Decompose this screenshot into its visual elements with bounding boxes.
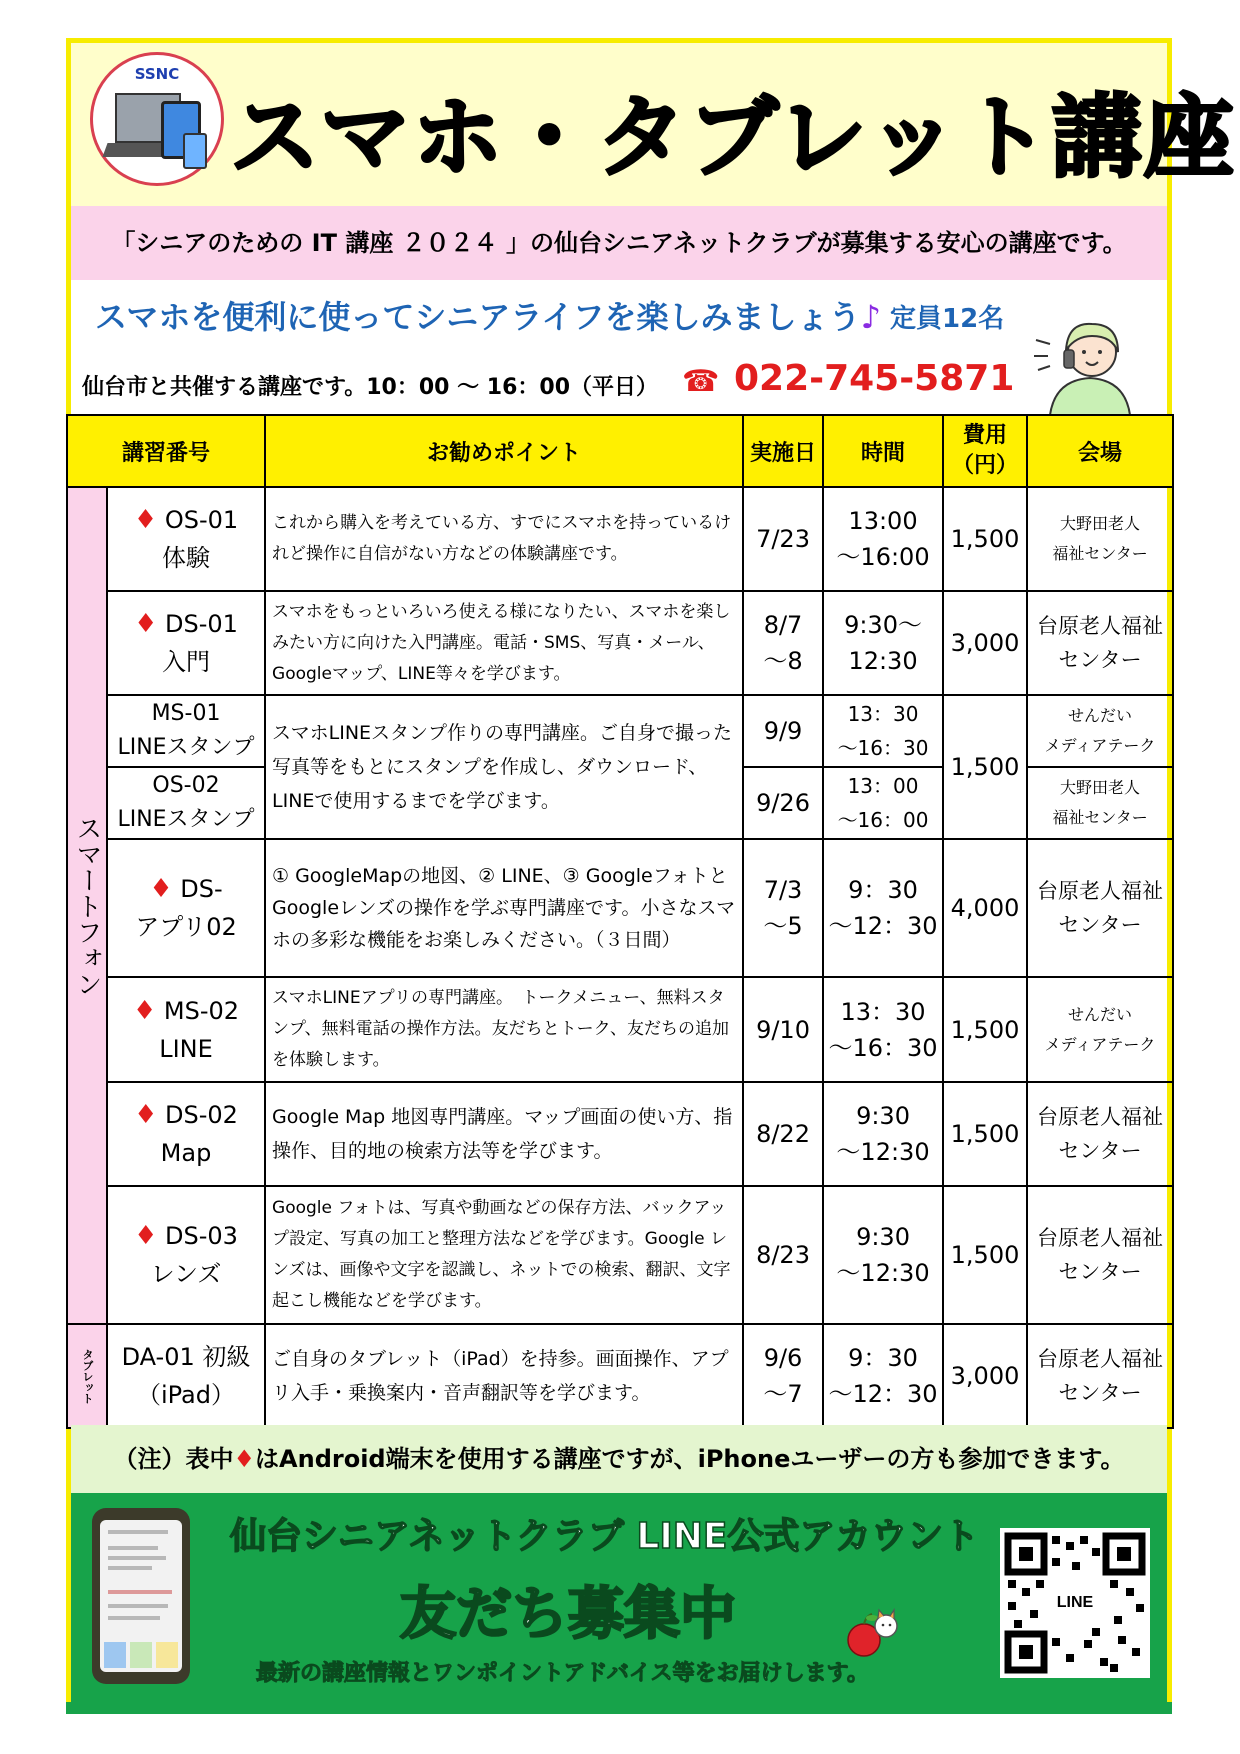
course-venue — [1027, 487, 1173, 591]
time-end: ～12:30 — [836, 1259, 930, 1287]
course-venue — [1027, 1186, 1173, 1324]
android-diamond-icon: ♦ — [233, 1445, 256, 1473]
venue-line-1: 台原老人福祉 — [1037, 879, 1164, 903]
screen-line — [108, 1616, 160, 1620]
course-code — [107, 1324, 265, 1428]
screen-tile — [130, 1642, 152, 1668]
course-description: ① GoogleMapの地図、② LINE、③ Googleフォトと Googleレンズの操作を学ぶ専門講座です。小さなスマホの多彩な機能をお楽しみください。（３日間） — [265, 839, 743, 977]
course-date: 7/23 — [743, 487, 823, 591]
woman-on-phone-illustration — [1030, 310, 1150, 415]
time-start: 9：30 — [848, 876, 918, 904]
course-code-id: DS-03 — [165, 1222, 238, 1250]
footnote-text: はAndroid端末を使用する講座ですが、iPhoneユーザーの方も参加できます。 — [255, 1445, 1125, 1473]
course-code-id: DS-02 — [165, 1101, 238, 1129]
logo-text: SSNC — [134, 65, 180, 83]
line-app-screenshot — [92, 1508, 190, 1684]
time-start: 13：00 — [847, 774, 919, 798]
course-date: 8/23 — [743, 1186, 823, 1324]
course-description: ご自身のタブレット（iPad）を持参。画面操作、アプリ入手・乗換案内・音声翻訳等を学びます。 — [265, 1324, 743, 1428]
time-start: 9:30 — [856, 1102, 910, 1130]
screen-line — [108, 1556, 166, 1560]
qr-line-label: LINE — [1056, 1594, 1094, 1611]
course-code — [107, 977, 265, 1082]
header-venue: 会場 — [1027, 415, 1173, 487]
course-description: スマホをもっといろいろ使える様になりたい、スマホを楽しみたい方に向けた入門講座。電話・SMS、写真・メール、Googleマップ、LINE等々を学びます。 — [265, 591, 743, 695]
venue-line-1: 台原老人福祉 — [1037, 1105, 1164, 1129]
course-code — [107, 487, 265, 591]
date-start: 9/6 — [763, 1344, 803, 1372]
course-date: 8/22 — [743, 1082, 823, 1186]
phone-screen — [100, 1520, 182, 1672]
table-row — [67, 977, 1173, 1082]
course-code — [107, 1082, 265, 1186]
course-venue — [1027, 1082, 1173, 1186]
time-start: 13：30 — [840, 997, 926, 1026]
time-start: 9:30～ — [844, 611, 922, 639]
date-start: 7/3 — [763, 876, 803, 904]
android-diamond-icon: ♦ — [134, 1100, 158, 1130]
venue-line-1: 台原老人福祉 — [1037, 1226, 1164, 1250]
venue-line-2: メディアテーク — [1044, 1034, 1156, 1054]
course-code-id: DS-01 — [165, 610, 238, 638]
course-code-label: LINE — [159, 1034, 213, 1063]
screen-line — [108, 1604, 168, 1608]
screen-tile — [104, 1642, 126, 1668]
course-time — [823, 977, 943, 1082]
time-start: 9:30 — [856, 1223, 910, 1251]
venue-line-2: 福祉センター — [1052, 808, 1148, 827]
time-end: ～12:30 — [836, 1138, 930, 1166]
time-start: 13:00 — [848, 507, 918, 535]
venue-line-2: センター — [1058, 648, 1142, 672]
footer-bottom-strip — [66, 1702, 1172, 1714]
course-code-label: 体験 — [162, 544, 210, 572]
android-diamond-icon: ♦ — [134, 609, 158, 639]
course-code-id: OS-02 — [152, 773, 220, 798]
capacity-label: 定員12名 — [890, 304, 1005, 334]
screen-line — [108, 1590, 172, 1594]
course-code-label: Map — [160, 1139, 212, 1167]
table-header-row — [67, 415, 1173, 487]
course-venue — [1027, 977, 1173, 1082]
telephone-icon: ☎ — [682, 364, 720, 399]
friends-wanted-heading: 友だち募集中 — [400, 1582, 736, 1647]
cohost-hours: 仙台市と共催する講座です。10：00 ～ 16：00（平日） — [82, 375, 659, 400]
time-end: ～16：30 — [828, 1033, 938, 1062]
course-time — [823, 1324, 943, 1428]
time-end: ～16：00 — [837, 808, 929, 832]
time-end: ～12：30 — [828, 1380, 938, 1408]
date-start: 8/7 — [763, 611, 803, 639]
venue-line-1: せんだい — [1068, 1004, 1133, 1024]
android-diamond-icon: ♦ — [132, 995, 157, 1026]
header-fee-label: 費用 — [963, 423, 1008, 448]
course-description: これから購入を考えている方、すでにスマホを持っているけれど操作に自信がない方などの体験講座です。 — [265, 487, 743, 591]
course-date: 9/26 — [743, 767, 823, 839]
venue-line-2: センター — [1058, 913, 1142, 937]
course-code-id: DA-01 初級 — [121, 1343, 251, 1371]
course-time — [823, 839, 943, 977]
course-description: Google Map 地図専門講座。マップ画面の使い方、指操作、目的地の検索方法等を学びます。 — [265, 1082, 743, 1186]
course-code-id: MS-02 — [163, 996, 240, 1025]
header-fee — [943, 415, 1027, 487]
intro-banner: 「シニアのための IT 講座 ２０２４ 」の仙台シニアネットクラブが募集する安心の講座です。 — [71, 206, 1167, 280]
course-time — [823, 695, 943, 767]
course-code — [107, 1186, 265, 1324]
table-row — [67, 1324, 1173, 1428]
course-code — [107, 767, 265, 839]
android-diamond-icon: ♦ — [149, 874, 173, 904]
course-code-label: アプリ02 — [135, 913, 237, 941]
table-row — [67, 695, 1173, 767]
course-fee: 1,500 — [943, 1186, 1027, 1324]
venue-line-1: 台原老人福祉 — [1037, 1347, 1164, 1371]
course-venue — [1027, 695, 1173, 767]
course-code-label: LINEスタンプ — [117, 807, 255, 832]
footnote-prefix: （注）表中 — [113, 1445, 234, 1473]
time-start: 13：30 — [847, 702, 919, 726]
venue-line-1: 大野田老人 — [1060, 514, 1141, 533]
venue-line-2: メディアテーク — [1044, 736, 1156, 755]
screen-line — [108, 1546, 158, 1550]
course-fee: 1,500 — [943, 977, 1027, 1082]
course-code-label: LINEスタンプ — [117, 735, 255, 760]
course-fee: 1,500 — [943, 487, 1027, 591]
category-tablet: タブレット — [67, 1324, 107, 1428]
time-end: 12:30 — [848, 647, 918, 675]
header-course-code: 講習番号 — [67, 415, 265, 487]
time-end: ～16:00 — [836, 543, 930, 571]
time-start: 9：30 — [848, 1344, 918, 1372]
course-venue — [1027, 767, 1173, 839]
course-date: 9/9 — [743, 695, 823, 767]
course-code-label: 入門 — [162, 648, 210, 676]
android-diamond-icon: ♦ — [134, 1221, 158, 1251]
venue-line-2: センター — [1058, 1139, 1142, 1163]
course-date — [743, 1324, 823, 1428]
venue-line-1: 大野田老人 — [1060, 778, 1141, 797]
course-time — [823, 487, 943, 591]
date-end: ～8 — [763, 647, 803, 675]
screen-line — [108, 1566, 152, 1570]
header-recommend-point: お勧めポイント — [265, 415, 743, 487]
course-venue — [1027, 839, 1173, 977]
slogan — [95, 292, 881, 338]
course-code-id: MS-01 — [151, 701, 221, 726]
course-code — [107, 695, 265, 767]
android-footnote — [71, 1425, 1167, 1493]
page-title: スマホ・タブレット講座 — [230, 85, 1236, 190]
course-description: スマホLINEスタンプ作りの専門講座。ご自身で撮った写真等をもとにスタンプを作成し、ダウンロード、LINEで使用するまでを学びます。 — [265, 695, 743, 839]
venue-line-1: せんだい — [1068, 706, 1133, 725]
android-diamond-icon: ♦ — [133, 505, 158, 535]
time-end: ～12：30 — [828, 912, 938, 940]
venue-line-1: 台原老人福祉 — [1037, 614, 1164, 638]
course-date — [743, 839, 823, 977]
course-code-id: OS-01 — [164, 506, 239, 534]
screen-tile — [156, 1642, 178, 1668]
course-fee: 3,000 — [943, 1324, 1027, 1428]
date-end: ～5 — [763, 912, 803, 940]
venue-line-2: センター — [1058, 1260, 1142, 1284]
table-row — [67, 1186, 1173, 1324]
course-table — [66, 414, 1174, 1429]
course-fee: 3,000 — [943, 591, 1027, 695]
course-code — [107, 591, 265, 695]
line-account-subtitle: 最新の講座情報とワンポイントアドバイス等をお届けします。 — [256, 1661, 869, 1686]
course-fee: 4,000 — [943, 839, 1027, 977]
course-code-label: （iPad） — [137, 1381, 236, 1409]
ssnc-logo — [90, 52, 224, 186]
course-fee: 1,500 — [943, 1082, 1027, 1186]
smartphone-icon — [183, 133, 207, 169]
course-description: スマホLINEアプリの専門講座。 トークメニュー、無料スタンプ、無料電話の操作方法。友だちとトーク、友だちの追加を体験します。 — [265, 977, 743, 1082]
header-time: 時間 — [823, 415, 943, 487]
course-time — [823, 1082, 943, 1186]
course-description: Google フォトは、写真や動画などの保存方法、バックアップ設定、写真の加工と整理方法などを学びます。Google レンズは、画像や文字を認識し、ネットでの検索、翻訳、文字起こし機能などを学びます。 — [265, 1186, 743, 1324]
venue-line-2: 福祉センター — [1052, 544, 1148, 563]
course-time — [823, 1186, 943, 1324]
course-fee: 1,500 — [943, 695, 1027, 839]
table-row — [67, 591, 1173, 695]
screen-line — [108, 1530, 168, 1534]
course-time — [823, 767, 943, 839]
course-code-label: レンズ — [150, 1260, 222, 1288]
course-venue — [1027, 1324, 1173, 1428]
table-row — [67, 1082, 1173, 1186]
table-row — [67, 839, 1173, 977]
header-fee-unit: （円） — [952, 453, 1019, 478]
course-date: 9/10 — [743, 977, 823, 1082]
time-end: ～16：30 — [837, 736, 929, 760]
course-date — [743, 591, 823, 695]
phone-number[interactable]: 022-745-5871 — [734, 358, 1015, 399]
course-code — [107, 839, 265, 977]
venue-line-2: センター — [1058, 1381, 1142, 1405]
line-account-title: 仙台シニアネットクラブ LINE公式アカウント — [230, 1516, 980, 1557]
header-date: 実施日 — [743, 415, 823, 487]
cat-with-apple-illustration — [842, 1600, 902, 1660]
category-smartphone: スマートフォン — [67, 487, 107, 1324]
slogan-text: スマホを便利に使ってシニアライフを楽しみましょう — [95, 298, 861, 336]
date-end: ～7 — [763, 1380, 803, 1408]
table-row — [67, 487, 1173, 591]
course-code-id: DS- — [180, 875, 223, 903]
course-venue — [1027, 591, 1173, 695]
course-time — [823, 591, 943, 695]
music-note-icon: ♪ — [860, 298, 881, 336]
line-qr-code[interactable] — [1000, 1528, 1150, 1678]
